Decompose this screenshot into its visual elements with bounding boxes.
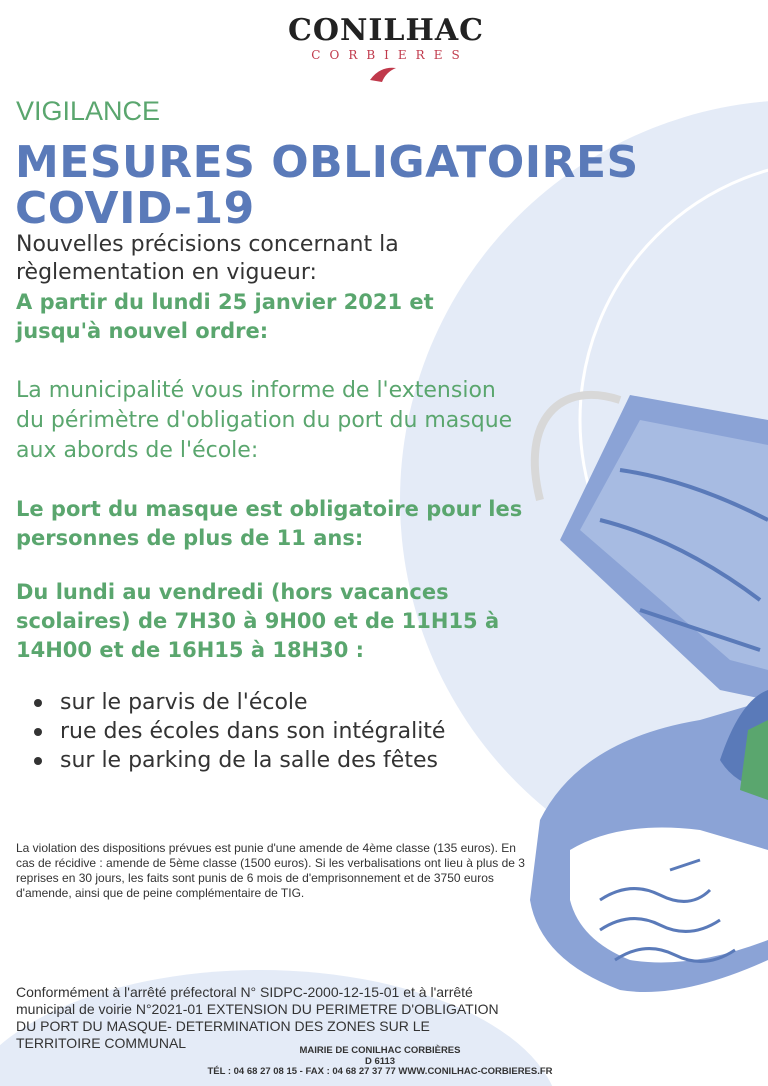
logo [268,14,504,86]
bullet-icon [34,728,42,736]
list-item: sur le parvis de l'école [34,688,445,717]
intro-text: Nouvelles précisions concernant la règlementation en vigueur: [16,232,399,285]
footer-contact: TÉL : 04 68 27 08 15 - FAX : 04 68 27 37 77 WWW.CONILHAC-CORBIERES.FR [207,1066,553,1077]
footer-mairie [240,1045,520,1067]
list-item: rue des écoles dans son intégralité [34,717,445,746]
logo-subtitle: CORBIERES [311,48,469,62]
title-line-1: MESURES OBLIGATOIRES [15,137,639,188]
list-item: sur le parking de la salle des fêtes [34,746,445,775]
bullet-icon [34,757,42,765]
vigilance-label: VIGILANCE [16,96,161,126]
bird-icon [368,64,398,84]
conformity-text: Conformément à l'arrêté préfectoral N° SIDPC-2000-12-15-01 et à l'arrêté municipal de voirie N°2021-01 EXTENSION DU PERIMETRE D'OBLIGATION DU PORT DU MASQUE- DETERMINATION DES ZONES SUR LE TERRITOIRE COMMUNAL [16,984,499,1051]
logo-name: CONILHAC [287,13,485,48]
mairie-name: MAIRIE DE CONILHAC CORBIÈRES [299,1045,461,1056]
bullet-icon [34,699,42,707]
date-text: A partir du lundi 25 janvier 2021 et jusqu'à nouvel ordre: [16,290,434,343]
title-line-2: COVID-19 [15,183,255,234]
page-title [15,137,639,234]
hours-text: Du lundi au vendredi (hors vacances scolaires) de 7H30 à 9H00 et de 11H15 à 14H00 et de 16H15 à 18H30 : [16,580,500,662]
mairie-road: D 6113 [364,1056,396,1067]
places-list [34,688,445,775]
municipality-text: La municipalité vous informe de l'extension du périmètre d'obligation du port du masque aux abords de l'école: [16,378,513,463]
fine-print: La violation des dispositions prévues est punie d'une amende de 4ème classe (135 euros). En cas de récidive : amende de 5ème classe (1500 euros). Si les verbalisations ont lieu à plus de 3 reprises en 30 jours, les faits sont punis de 6 mois de d'emprisonnement et de 3750 euros d'amende, ainsi que de peine complémentaire de TIG. [16,841,525,900]
rule-text: Le port du masque est obligatoire pour les personnes de plus de 11 ans: [16,497,523,550]
